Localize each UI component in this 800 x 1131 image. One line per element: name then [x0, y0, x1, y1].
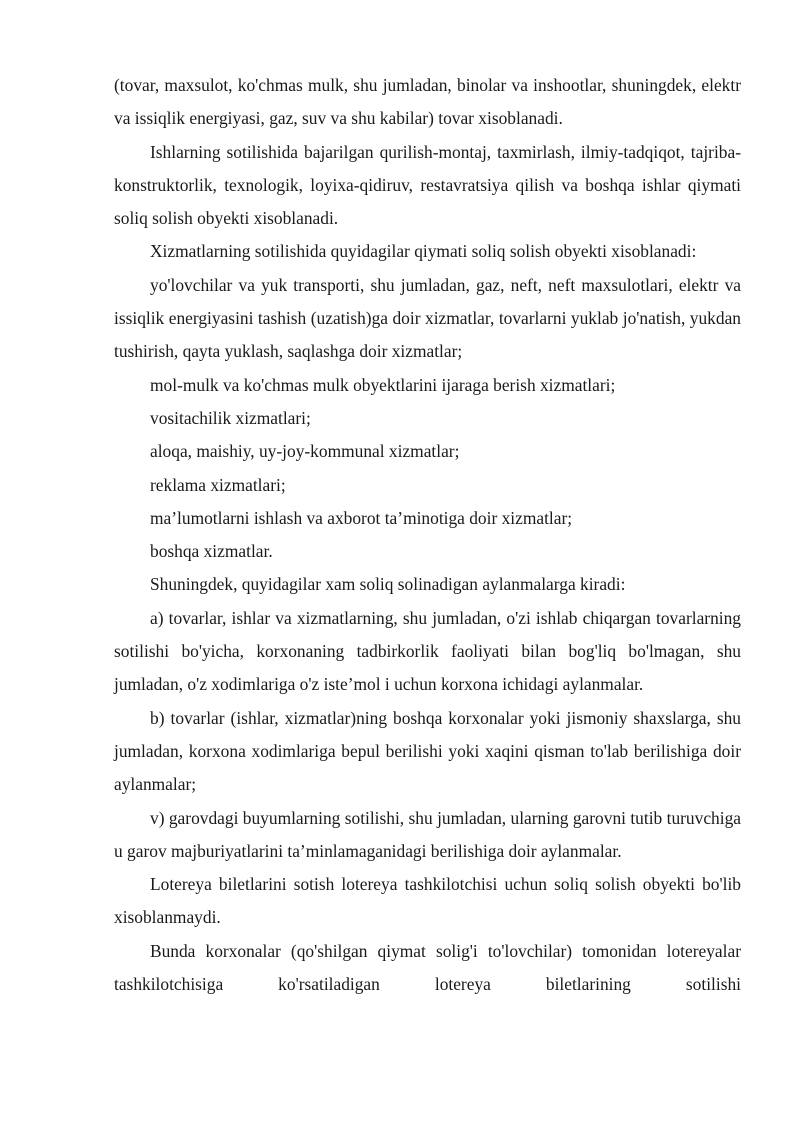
list-item-b: b) tovarlar (ishlar, xizmatlar)ning boshqa korxonalar yoki jismoniy shaxslarga, shu jumladan, korxona xodimlariga bepul berilishi yoki xaqini qisman to'lab berilishiga doir aylanmalar;: [114, 707, 741, 795]
document-body: [114, 69, 741, 1001]
paragraph-also-included: Shuningdek, quyidagilar xam soliq solinadigan aylanmalarga kiradi:: [150, 574, 626, 595]
list-item-data-processing: ma’lumotlarni ishlash va axborot ta’minotiga doir xizmatlar;: [150, 507, 573, 528]
list-item-a: a) tovarlar, ishlar va xizmatlarning, shu jumladan, o'zi ishlab chiqargan tovarlarning sotilishi bo'yicha, korxonaning tadbirkorlik faoliyati bilan bog'liq bo'lmagan, shu jumladan, o'z xodimlariga o'z iste’mol i uchun korxona ichidagi aylanmalar.: [114, 607, 741, 695]
list-item-communication: aloqa, maishiy, uy-joy-kommunal xizmatlar;: [150, 441, 460, 462]
list-item-other: boshqa xizmatlar.: [150, 541, 273, 562]
list-item-advertising: reklama xizmatlari;: [150, 474, 286, 495]
paragraph-lottery-continued: Bunda korxonalar (qo'shilgan qiymat solig'i to'lovchilar) tomonidan lotereyalar tashkilotchisiga ko'rsatiladigan lotereya biletlarining sotilishi: [114, 940, 741, 995]
paragraph-works-sales: Ishlarning sotilishida bajarilgan qurilish-montaj, taxmirlash, ilmiy-tadqiqot, tajriba-konstruktorlik, texnologik, loyixa-qidiruv, restavratsiya qilish va boshqa ishlar qiymati soliq solish obyekti xisoblanadi.: [114, 141, 741, 229]
list-item-rent: mol-mulk va ko'chmas mulk obyektlarini ijaraga berish xizmatlari;: [150, 374, 616, 395]
list-item-brokerage: vositachilik xizmatlari;: [150, 407, 311, 428]
paragraph-lottery: Lotereya biletlarini sotish lotereya tashkilotchisi uchun soliq solish obyekti bo'lib xisoblanmaydi.: [114, 874, 741, 928]
list-item-v: v) garovdagi buyumlarning sotilishi, shu jumladan, ularning garovni tutib turuvchiga u garov majburiyatlarini ta’minlamaganidagi berilishiga doir aylanmalar.: [114, 807, 741, 861]
list-item-transport: yo'lovchilar va yuk transporti, shu jumladan, gaz, neft, neft maxsulotlari, elektr va issiqlik energiyasini tashish (uzatish)ga doir xizmatlar, tovarlarni yuklab jo'natish, yukdan tushirish, qayta yuklash, saqlashga doir xizmatlar;: [114, 274, 741, 362]
paragraph-continuation: (tovar, maxsulot, ko'chmas mulk, shu jumladan, binolar va inshootlar, shuningdek, elektr va issiqlik energiyasi, gaz, suv va shu kabilar) tovar xisoblanadi.: [114, 75, 741, 129]
paragraph-services-intro: Xizmatlarning sotilishida quyidagilar qiymati soliq solish obyekti xisoblanadi:: [150, 241, 697, 262]
